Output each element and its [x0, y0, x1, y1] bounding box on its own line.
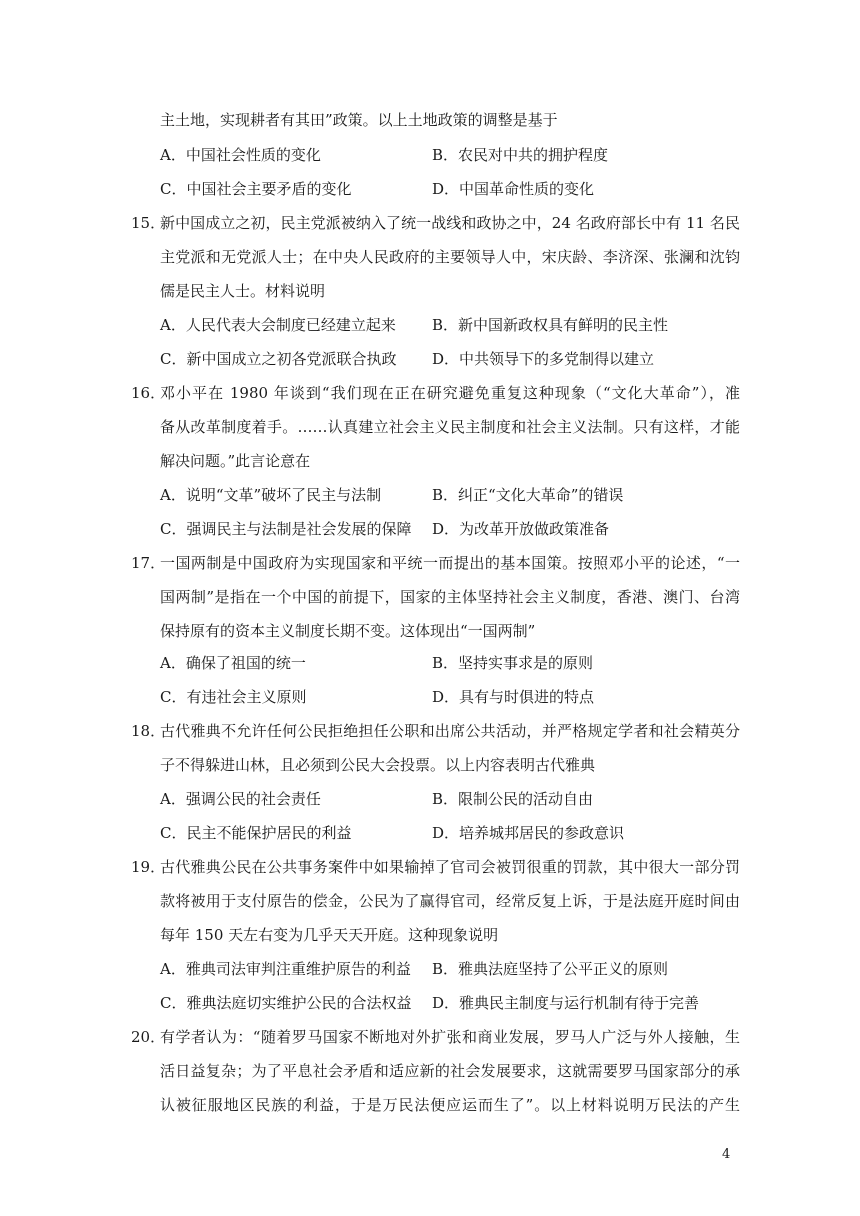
question-number: 18．	[131, 722, 166, 740]
option-b: B．农民对中共的拥护程度	[432, 146, 609, 164]
option-c: C．中国社会主要矛盾的变化	[160, 180, 352, 198]
question-number: 17．	[131, 554, 166, 572]
question-number: 20．	[131, 1028, 166, 1046]
text-line: 认被征服地区民族的利益，于是万民法便应运而生了”。以上材料说明万民法的产生	[160, 1096, 740, 1114]
text-line: 主党派和无党派人士；在中央人民政府的主要领导人中，宋庆龄、李济深、张澜和沈钧	[160, 248, 740, 266]
option-d: D．中国革命性质的变化	[432, 180, 595, 198]
option-a: A．强调公民的社会责任	[160, 790, 321, 808]
option-d: D．为改革开放做政策准备	[432, 520, 610, 538]
text-line: 保持原有的资本主义制度长期不变。这体现出“一国两制”	[160, 622, 536, 640]
option-a: A．人民代表大会制度已经建立起来	[160, 316, 396, 334]
page-number: 4	[722, 1147, 731, 1162]
option-c: C．强调民主与法制是社会发展的保障	[160, 520, 412, 538]
option-c: C．有违社会主义原则	[160, 688, 307, 706]
option-a: A．中国社会性质的变化	[160, 146, 321, 164]
option-a: A．确保了祖国的统一	[160, 654, 306, 672]
text-line: 备从改革制度着手。……认真建立社会主义民主制度和社会主义法制。只有这样，才能	[160, 418, 740, 436]
option-c: C．雅典法庭切实维护公民的合法权益	[160, 994, 412, 1012]
text-line: 解决问题。”此言论意在	[160, 452, 311, 470]
option-b: B．纠正“文化大革命”的错误	[432, 486, 624, 504]
option-b: B．雅典法庭坚持了公平正义的原则	[432, 960, 669, 978]
text-line: 主土地，实现耕者有其田”政策。以上土地政策的调整是基于	[160, 111, 558, 129]
text-line: 活日益复杂；为了平息社会矛盾和适应新的社会发展要求，这就需要罗马国家部分的承	[160, 1062, 740, 1080]
text-line: 款将被用于支付原告的偿金，公民为了赢得官司，经常反复上诉，于是法庭开庭时间由	[160, 892, 740, 910]
text-line: 邓小平在 1980 年谈到“我们现在正在研究避免重复这种现象（“文化大革命”），准	[160, 384, 741, 402]
option-d: D．雅典民主制度与运行机制有待于完善	[432, 994, 700, 1012]
option-d: D．中共领导下的多党制得以建立	[432, 350, 655, 368]
text-line: 儒是民主人士。材料说明	[160, 282, 326, 300]
option-b: B．坚持实事求是的原则	[432, 654, 594, 672]
text-line: 古代雅典不允许任何公民拒绝担任公职和出席公共活动，并严格规定学者和社会精英分	[160, 722, 740, 740]
question-number: 15．	[131, 214, 166, 232]
text-line: 新中国成立之初，民主党派被纳入了统一战线和政协之中，24 名政府部长中有 11 名民	[160, 214, 740, 232]
text-line: 子不得躲进山林，且必须到公民大会投票。以上内容表明古代雅典	[160, 756, 596, 774]
option-d: D．具有与时俱进的特点	[432, 688, 595, 706]
option-a: A．雅典司法审判注重维护原告的利益	[160, 960, 411, 978]
text-line: 一国两制是中国政府为实现国家和平统一而提出的基本国策。按照邓小平的论述，“一	[160, 554, 740, 572]
text-line: 每年 150 天左右变为几乎天天开庭。这种现象说明	[160, 926, 499, 944]
option-c: C．民主不能保护居民的利益	[160, 824, 352, 842]
option-c: C．新中国成立之初各党派联合执政	[160, 350, 397, 368]
text-line: 古代雅典公民在公共事务案件中如果输掉了官司会被罚很重的罚款，其中很大一部分罚	[160, 858, 740, 876]
question-number: 19．	[131, 858, 166, 876]
option-d: D．培养城邦居民的参政意识	[432, 824, 625, 842]
question-number: 16．	[131, 384, 166, 402]
option-b: B．新中国新政权具有鲜明的民主性	[432, 316, 669, 334]
option-b: B．限制公民的活动自由	[432, 790, 594, 808]
text-line: 有学者认为：“随着罗马国家不断地对外扩张和商业发展，罗马人广泛与外人接触，生	[160, 1028, 740, 1046]
option-a: A．说明“文革”破坏了民主与法制	[160, 486, 382, 504]
text-line: 国两制”是指在一个中国的前提下，国家的主体坚持社会主义制度，香港、澳门、台湾	[160, 588, 740, 606]
